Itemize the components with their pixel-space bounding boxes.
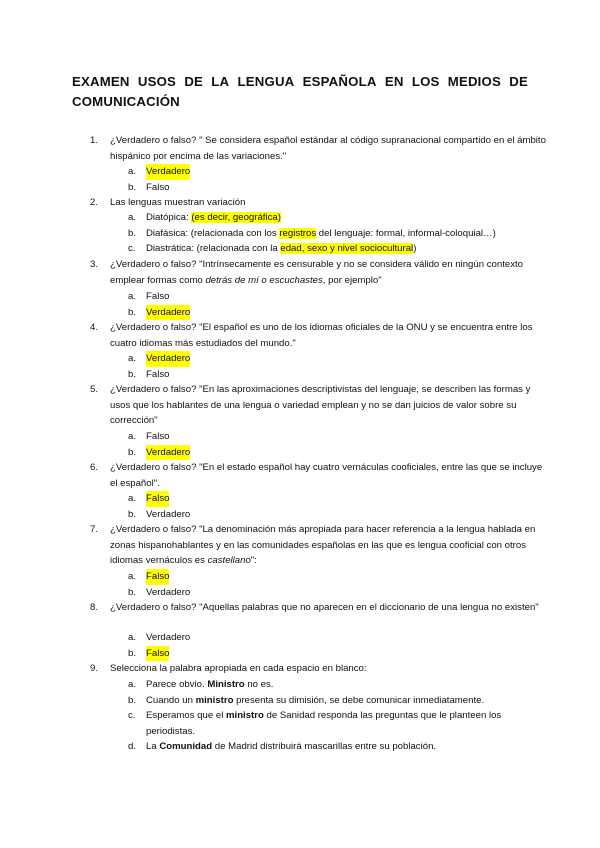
option-letter: a. [128,679,137,690]
option-letter: a. [128,431,137,442]
option-letter: b. [128,306,137,318]
title-word: EXAMEN [72,74,130,89]
title-line2: COMUNICACIÓN [72,94,180,109]
option-label: Verdadero [146,508,191,520]
option-letter: b. [128,446,137,458]
title-word: LA [211,74,230,89]
option-letter: c. [128,710,136,722]
option-label-highlighted: Verdadero [146,164,190,180]
option-letter: a. [128,493,137,504]
option-letter: b. [128,647,137,659]
question-number: 7. [90,524,99,535]
question-text: ¿Verdadero o falso? "En las aproximaciones descriptivistas del lenguaje, se describen las formas y usos que los hablantes de una lengua o variedad emplean y no se dan juicios de valor sobre su corrección" [110,384,531,426]
option-text: de Madrid distribuirá mascarillas entre su población. [212,741,437,753]
option-letter: a. [128,632,137,643]
option-letter: b. [128,508,137,520]
option-text: Diastrática: (relacionada con la [146,243,281,255]
question-text: ¿Verdadero o falso? "Aquellas palabras que no aparecen en el diccionario de una lengua no existen" [110,602,539,613]
option-highlight: registros [279,227,317,239]
question-text: ¿Verdadero o falso? " Se considera español estándar al código supranacional compartido en el ámbito hispánico por encima de las variaciones." [110,135,546,162]
question-text: Selecciona la palabra apropiada en cada espacio en blanco: [110,663,367,674]
option-text: Esperamos que el [146,710,226,722]
option-letter: b. [128,181,137,193]
question-number: 6. [90,462,99,473]
question-number: 3. [90,259,99,270]
question-number: 9. [90,663,99,674]
title-word: ESPAÑOLA [302,74,377,89]
question-text-italic: castellano [207,555,251,566]
question-text-part: ¿Verdadero o falso? "La denominación más apropiada para hacer referencia a la lengua hablada en zonas hispanohablantes y en las comunidades españolas en las que es lengua cooficial con otros idiomas vernáculos es [110,524,536,566]
option-letter: b. [128,227,137,239]
question-text: ¿Verdadero o falso? "En el estado español hay cuatro vernáculas cooficiales, entre las que se incluye el español". [110,462,543,489]
title-word: DE [509,74,528,89]
option-highlight: (es decir, geográfica) [191,212,281,223]
option-text: Parece obvio. [146,679,208,690]
title-word: EN [384,74,404,89]
option-letter: b. [128,694,137,706]
option-text: ) [413,243,417,255]
option-bold: Ministro [207,679,245,690]
title-word: LENGUA [237,74,295,89]
option-label-highlighted: Verdadero [146,445,190,461]
exam-title [72,72,528,112]
option-label-highlighted: Verdadero [146,351,190,367]
option-label-highlighted: Falso [146,491,169,507]
option-letter: a. [128,353,137,364]
question-text-part: ¿Verdadero o falso? "Intrínsecamente es censurable y no se considera válido en ningún contexto emplear formas como [110,259,523,286]
option-label: Falso [146,431,170,442]
title-word: DE [184,74,204,89]
question-text [110,522,550,569]
option-text: periodistas. [146,725,196,737]
question-text [110,257,550,288]
question-text: Las lenguas muestran variación [110,197,246,208]
option-label-highlighted: Falso [146,569,169,585]
option-letter: a. [128,291,137,302]
option-bold: Comunidad [159,741,213,753]
option-label: Falso [146,368,170,380]
question-text-italic: detrás de mí o escuchastes [205,274,323,286]
option-letter: a. [128,166,137,177]
option-letter: a. [128,212,137,223]
option-letter: b. [128,368,137,380]
question-number: 1. [90,135,99,146]
option-letter: c. [128,243,136,255]
option-text: presenta su dimisión, se debe comunicar inmediatamente. [233,694,485,706]
title-word: MEDIOS [447,74,502,89]
option-letter: d. [128,741,137,753]
option-label-highlighted: Falso [146,646,169,662]
question-text-part: , por ejemplo" [322,274,382,286]
question-number: 4. [90,322,99,333]
option-label: Falso [146,291,170,302]
option-text: Diafásica: (relacionada con los [146,227,280,239]
title-word: USOS [137,74,177,89]
option-label: Falso [146,181,170,193]
question-number: 2. [90,197,99,208]
option-text: Cuando un [146,694,196,706]
option-letter: a. [128,571,137,582]
option-text: del lenguaje: formal, informal-coloquial…) [316,227,496,239]
option-text: La [146,741,160,753]
option-letter: b. [128,586,137,598]
question-number: 8. [90,602,99,613]
option-label: Verdadero [146,632,191,643]
option-text: Diatópica: [146,212,192,223]
option-bold: ministro [226,710,264,722]
question-number: 5. [90,384,99,395]
question-text-part: ": [250,555,257,566]
option-label-highlighted: Verdadero [146,305,190,321]
option-text: de Sanidad responda las preguntas que le planteen los [263,710,502,722]
question-text: ¿Verdadero o falso? "El español es uno de los idiomas oficiales de la ONU y se encuentra entre los cuatro idiomas más estudiados del mundo." [110,322,533,349]
option-bold: ministro [195,694,234,706]
option-highlight: edad, sexo y nivel sociocultural [280,243,414,255]
option-label: Verdadero [146,586,191,598]
option-text: no es. [244,679,274,690]
title-word: LOS [411,74,440,89]
